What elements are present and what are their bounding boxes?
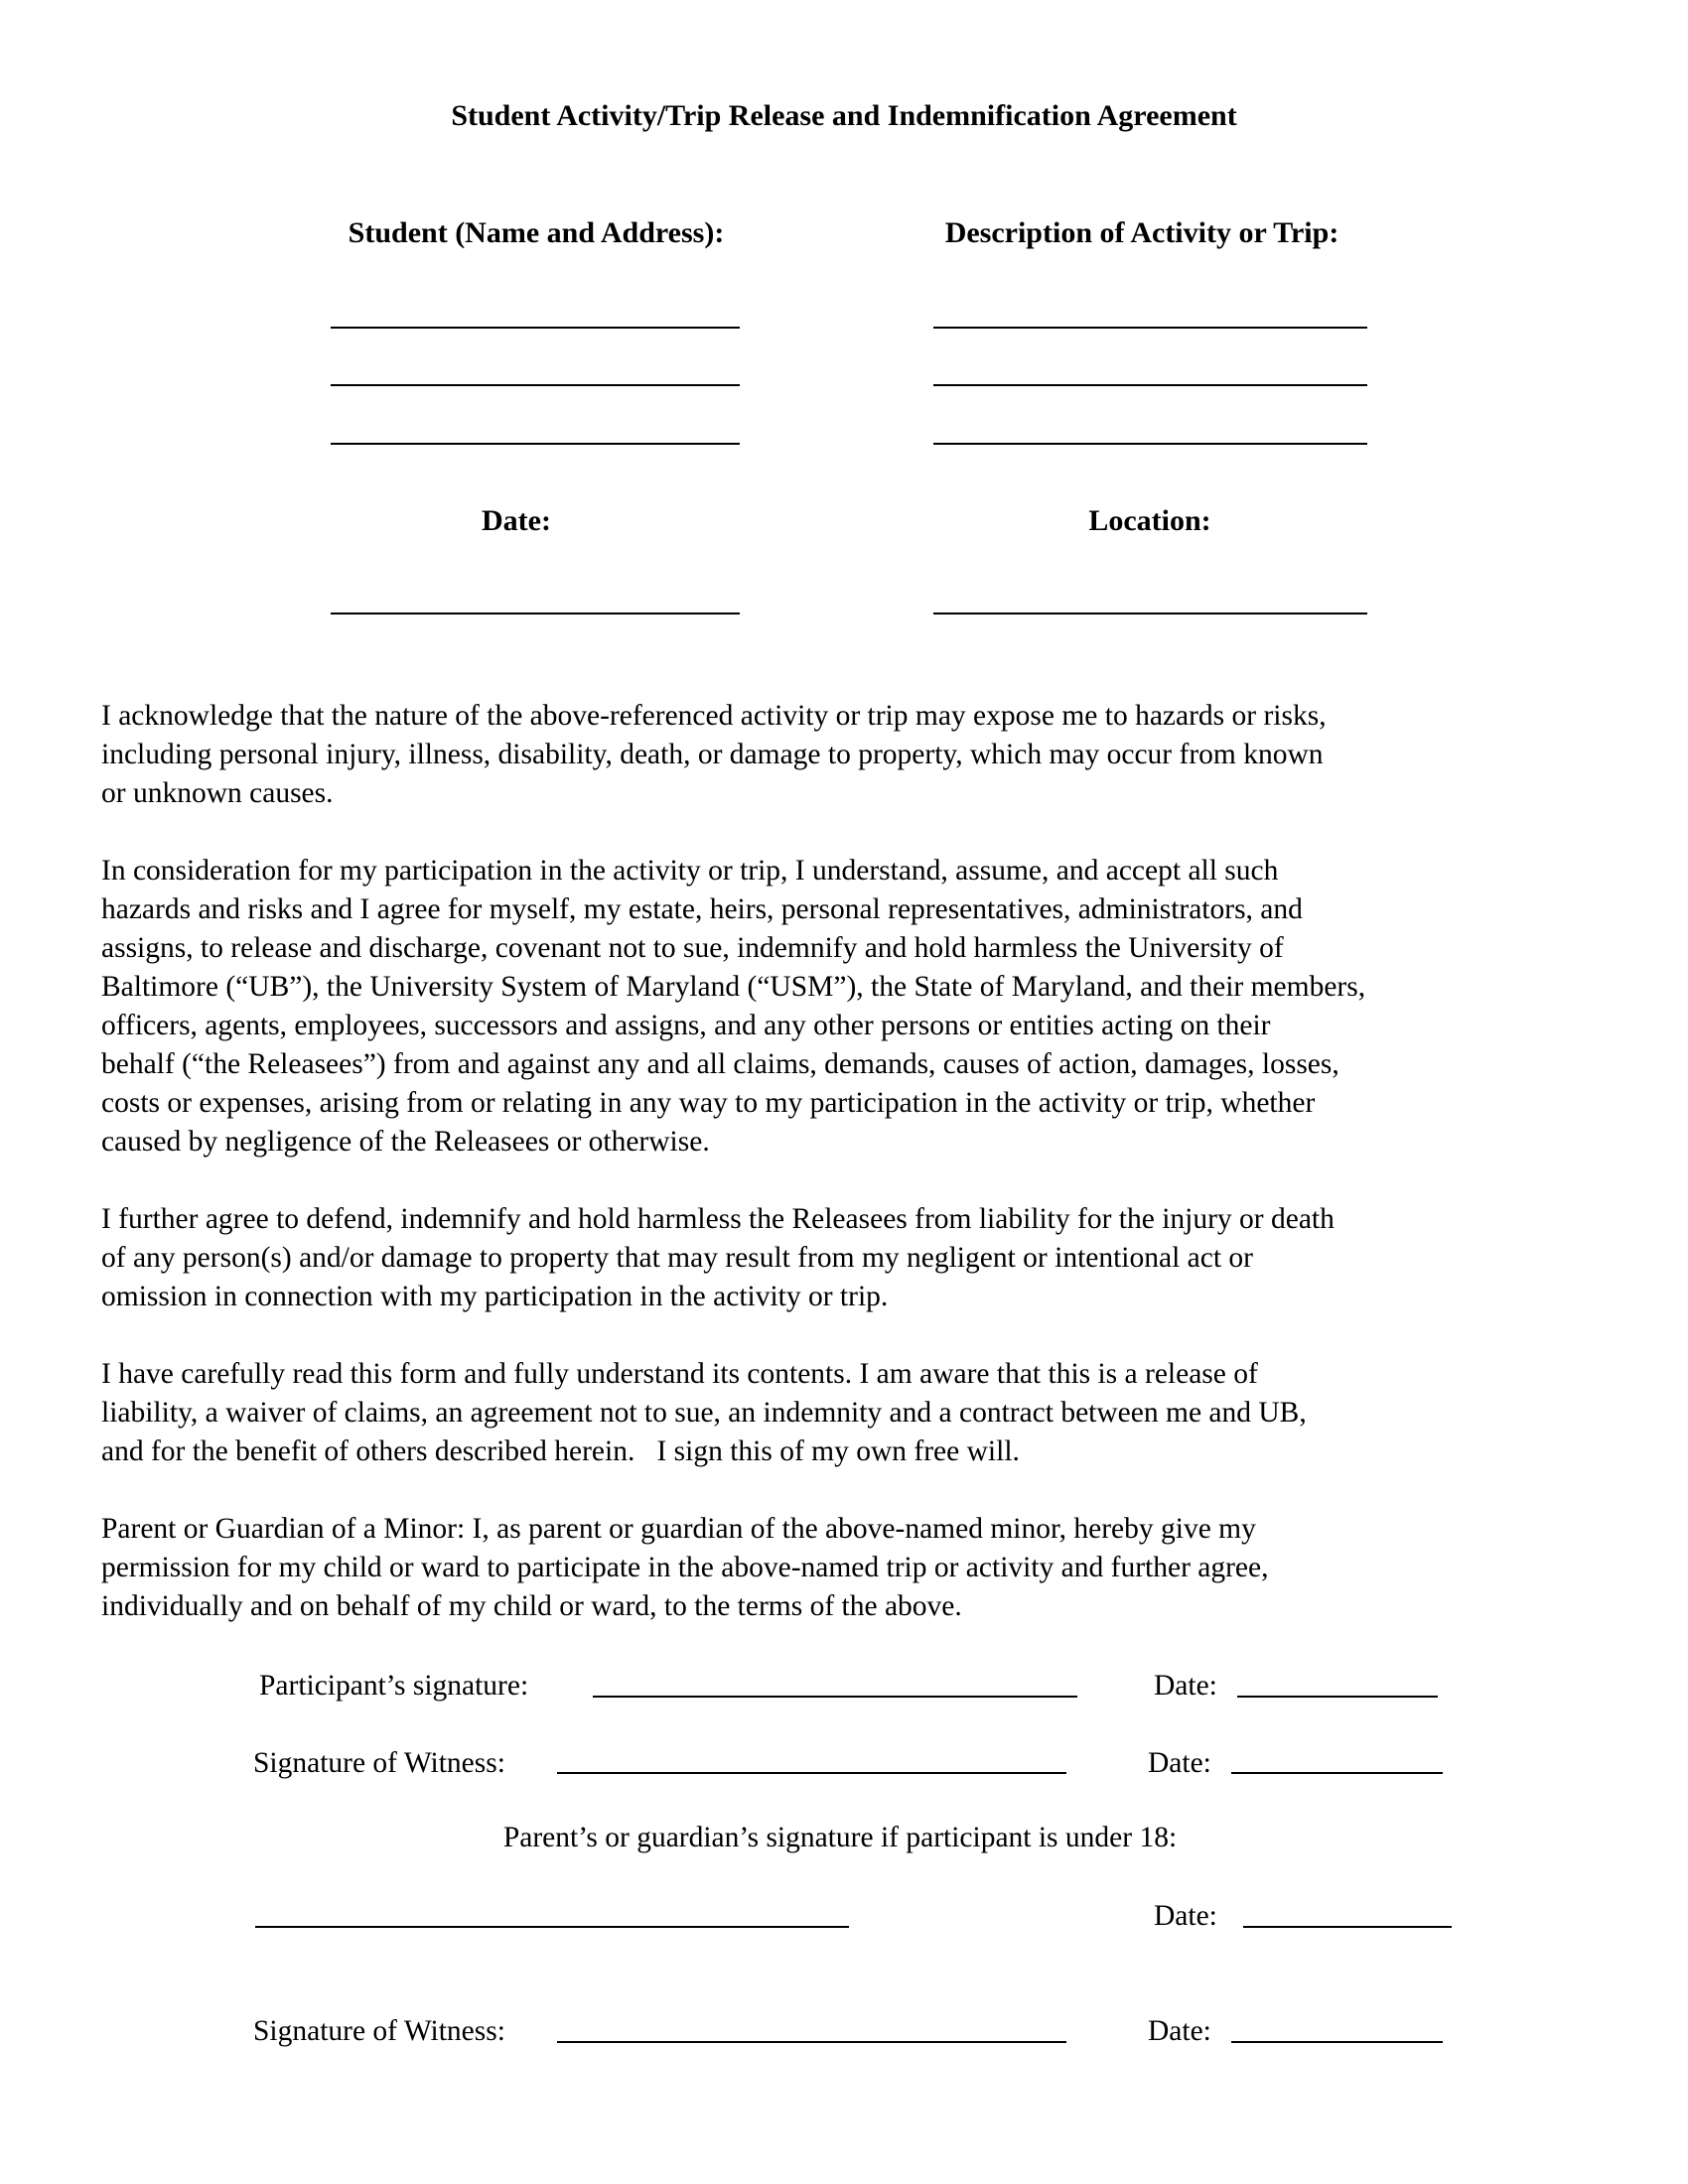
student-name-line-3[interactable] [331,443,740,445]
participant-date-line[interactable] [1237,1696,1438,1698]
second-witness-signature-label: Signature of Witness: [253,2015,505,2047]
text-line: including personal injury, illness, disability, death, or damage to property, which may occur from known [101,739,1324,770]
text-line: Baltimore (“UB”), the University System of Maryland (“USM”), the State of Maryland, and their members, [101,971,1366,1003]
text-line: individually and on behalf of my child or ward, to the terms of the above. [101,1590,962,1622]
location-field-line[interactable] [933,613,1367,614]
page-title: Student Activity/Trip Release and Indemnification Agreement [451,99,1237,132]
text-line: assigns, to release and discharge, covenant not to sue, indemnify and hold harmless the University of [101,932,1284,964]
text-line: costs or expenses, arising from or relating in any way to my participation in the activity or trip, whether [101,1087,1316,1119]
witness-date-line[interactable] [1231,1772,1443,1774]
text-line: and for the benefit of others described herein. I sign this of my own free will. [101,1435,1020,1467]
date-field-line[interactable] [331,613,740,614]
witness-date-label: Date: [1148,1747,1211,1779]
second-witness-date-line[interactable] [1231,2041,1443,2043]
parent-date-label: Date: [1154,1900,1217,1932]
activity-description-line-1[interactable] [933,327,1367,329]
witness-signature-line[interactable] [557,1772,1066,1774]
location-label: Location: [1088,504,1211,537]
activity-description-line-3[interactable] [933,443,1367,445]
second-witness-signature-line[interactable] [557,2041,1066,2043]
date-label: Date: [482,504,551,537]
text-line: Parent or Guardian of a Minor: I, as parent or guardian of the above-named minor, hereby give my [101,1513,1256,1545]
text-line: permission for my child or ward to participate in the above-named trip or activity and further agree, [101,1552,1269,1583]
text-line: hazards and risks and I agree for myself, my estate, heirs, personal representatives, administrators, and [101,893,1303,925]
student-heading: Student (Name and Address): [348,216,725,249]
witness-signature-label: Signature of Witness: [253,1747,505,1779]
text-line: I have carefully read this form and fully understand its contents. I am aware that this is a release of [101,1358,1258,1390]
text-line: caused by negligence of the Releasees or otherwise. [101,1126,710,1158]
text-line: or unknown causes. [101,777,334,809]
participant-signature-line[interactable] [593,1696,1077,1698]
second-witness-date-label: Date: [1148,2015,1211,2047]
parent-signature-heading: Parent’s or guardian’s signature if participant is under 18: [502,1822,1178,1853]
student-name-line-2[interactable] [331,384,740,386]
text-line: I further agree to defend, indemnify and hold harmless the Releasees from liability for the injury or death [101,1203,1335,1235]
text-line: I acknowledge that the nature of the above-referenced activity or trip may expose me to hazards or risks, [101,700,1327,732]
text-line: behalf (“the Releasees”) from and against any and all claims, demands, causes of action, damages, losses, [101,1048,1339,1080]
text-line: omission in connection with my participation in the activity or trip. [101,1281,889,1312]
text-line: In consideration for my participation in the activity or trip, I understand, assume, and accept all such [101,855,1279,887]
parent-date-line[interactable] [1243,1926,1452,1928]
text-line: liability, a waiver of claims, an agreement not to sue, an indemnity and a contract between me and UB, [101,1397,1307,1429]
activity-description-line-2[interactable] [933,384,1367,386]
text-line: officers, agents, employees, successors and assigns, and any other persons or entities acting on their [101,1010,1271,1041]
participant-date-label: Date: [1154,1670,1217,1702]
text-line: of any person(s) and/or damage to property that may result from my negligent or intentional act or [101,1242,1253,1274]
student-name-line-1[interactable] [331,327,740,329]
participant-signature-label: Participant’s signature: [259,1670,529,1702]
activity-heading: Description of Activity or Trip: [944,216,1339,249]
parent-signature-line[interactable] [255,1926,849,1928]
